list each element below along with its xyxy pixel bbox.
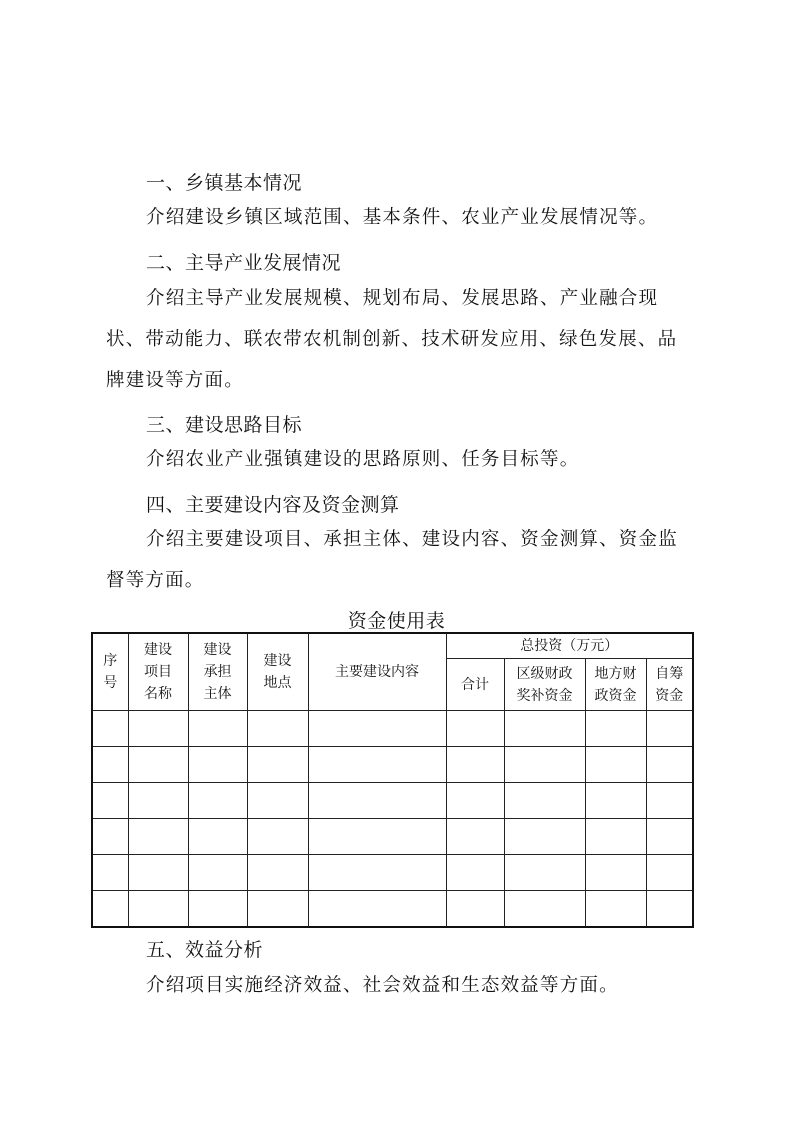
table-cell <box>128 711 188 747</box>
table-cell <box>308 747 446 783</box>
table-cell <box>585 747 646 783</box>
table-cell <box>504 819 585 855</box>
table-body <box>92 711 693 928</box>
table-cell <box>446 783 504 819</box>
table-cell <box>128 783 188 819</box>
table-row <box>92 891 693 928</box>
section-body-1: 介绍建设乡镇区域范围、基本条件、农业产业发展情况等。 <box>146 207 659 228</box>
table-cell <box>92 747 128 783</box>
table-cell <box>646 783 693 819</box>
table-cell <box>446 891 504 928</box>
table-cell <box>188 819 247 855</box>
table-cell <box>585 711 646 747</box>
section-heading-1: 一、乡镇基本情况 <box>146 172 303 194</box>
col-header-project-name: 建设 项目 名称 <box>128 633 188 711</box>
table-cell <box>308 819 446 855</box>
section-body-3: 介绍农业产业强镇建设的思路原则、任务目标等。 <box>146 449 580 470</box>
section-heading-3: 三、建设思路目标 <box>146 414 303 436</box>
section-body-4: 介绍主要建设项目、承担主体、建设内容、资金测算、资金监督等方面。 <box>106 529 678 591</box>
table-cell <box>247 891 308 928</box>
table-cell <box>92 783 128 819</box>
table-cell <box>308 891 446 928</box>
section-body-5: 介绍项目实施经济效益、社会效益和生态效益等方面。 <box>146 975 619 996</box>
table-cell <box>188 783 247 819</box>
table-cell <box>504 783 585 819</box>
section-heading-4: 四、主要建设内容及资金测算 <box>146 494 400 516</box>
table-row <box>92 819 693 855</box>
table-row <box>92 855 693 891</box>
table-cell <box>247 855 308 891</box>
col-header-undertaker: 建设 承担 主体 <box>188 633 247 711</box>
section-heading-5: 五、效益分析 <box>146 939 264 961</box>
table-cell <box>128 747 188 783</box>
table-cell <box>585 891 646 928</box>
table-cell <box>646 711 693 747</box>
table-cell <box>92 855 128 891</box>
col-header-location: 建设 地点 <box>247 633 308 711</box>
table-cell <box>646 819 693 855</box>
table-cell <box>92 819 128 855</box>
section-heading-2: 二、主导产业发展情况 <box>146 252 342 274</box>
table-cell <box>128 891 188 928</box>
table-cell <box>308 783 446 819</box>
table-cell <box>504 747 585 783</box>
table-cell <box>646 891 693 928</box>
table-cell <box>446 747 504 783</box>
table-cell <box>128 855 188 891</box>
col-header-content: 主要建设内容 <box>308 633 446 711</box>
table-cell <box>188 891 247 928</box>
table-cell <box>188 747 247 783</box>
table-cell <box>585 855 646 891</box>
col-header-district-fund: 区级财政 奖补资金 <box>504 659 585 711</box>
table-cell <box>646 855 693 891</box>
table-row <box>92 747 693 783</box>
table-title: 资金使用表 <box>347 610 446 632</box>
col-header-total: 合计 <box>446 659 504 711</box>
table-cell <box>247 747 308 783</box>
table-cell <box>247 819 308 855</box>
table-cell <box>188 855 247 891</box>
table-row <box>92 783 693 819</box>
table-cell <box>585 819 646 855</box>
table-cell <box>504 711 585 747</box>
table-cell <box>247 783 308 819</box>
table-cell <box>446 855 504 891</box>
table-cell <box>308 711 446 747</box>
table-cell <box>188 711 247 747</box>
section-body-2: 介绍主导产业发展规模、规划布局、发展思路、产业融合现状、带动能力、联农带农机制创新、技术研发应用、绿色发展、品牌建设等方面。 <box>106 288 678 391</box>
table-cell <box>247 711 308 747</box>
col-header-self-fund: 自筹 资金 <box>646 659 693 711</box>
table-row <box>92 711 693 747</box>
table-cell <box>585 783 646 819</box>
table-cell <box>646 747 693 783</box>
col-header-local-fund: 地方财 政资金 <box>585 659 646 711</box>
table-cell <box>128 819 188 855</box>
table-cell <box>308 855 446 891</box>
fund-usage-table <box>91 632 694 928</box>
table-cell <box>504 891 585 928</box>
table-cell <box>504 855 585 891</box>
table-cell <box>446 711 504 747</box>
col-header-seq: 序 号 <box>92 633 128 711</box>
table-cell <box>446 819 504 855</box>
table-cell <box>92 711 128 747</box>
table-cell <box>92 891 128 928</box>
col-header-investment-group: 总投资（万元） <box>446 633 693 659</box>
